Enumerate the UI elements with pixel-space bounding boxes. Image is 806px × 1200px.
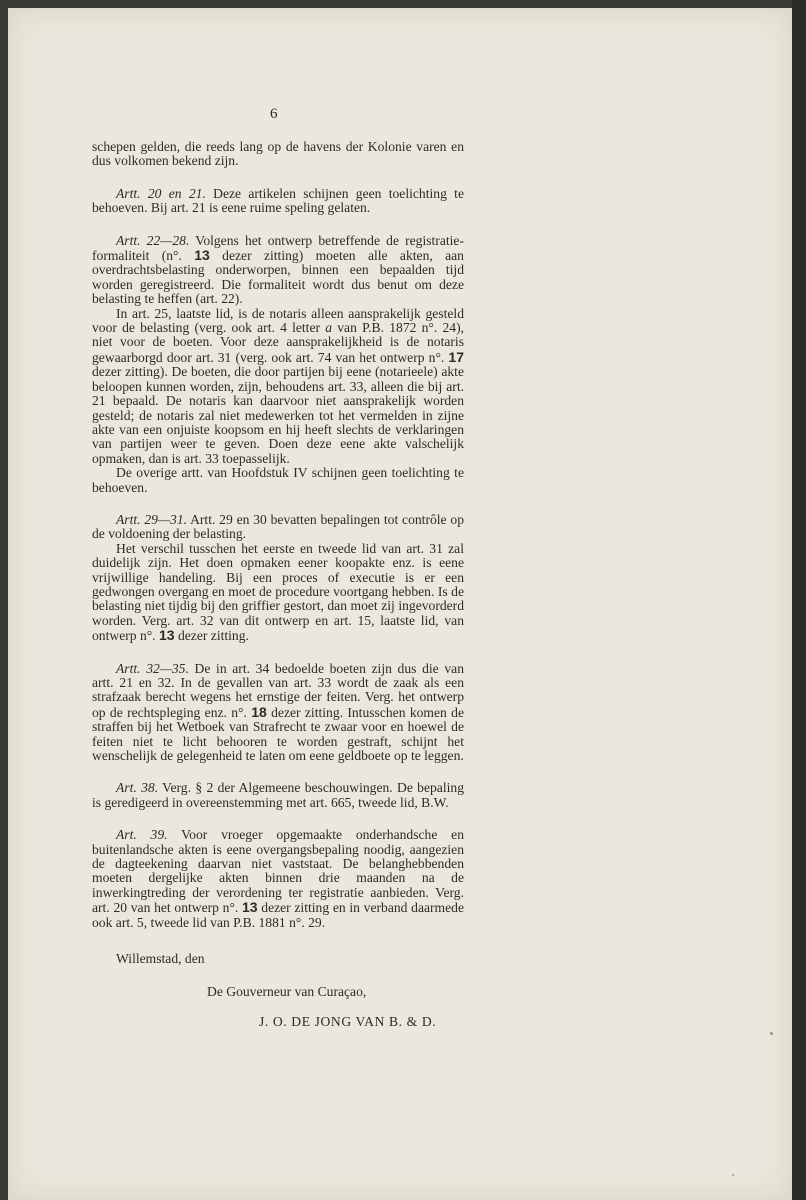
- paragraph-text: dezer zitting). De boeten, die door partijen bij eene (notarieele) akte beloopen kunnen worden, zijn, behoudens art. 33, alleen die bij art. 21 bepaald. De notaris kan daarvoor niet aansprakelijk worden gesteld; de notaris zal niet medewerken tot het vermelden in zijne akte van een onjuiste koopsom en hij heeft slechts de verklaringen van partijen weer te geven. Doen deze eene akte valschelijk opmaken, dan is art. 33 toepasselijk.: [92, 364, 464, 466]
- paragraph-artt-29-31: [92, 513, 464, 542]
- paragraph-text: dezer zitting en in verband daarmede ook art. 5, tweede lid van P.B. 1881 n°. 29.: [92, 900, 464, 930]
- paragraph-text: Voor vroeger opgemaakte onderhandsche en buitenlandsche akten is eene overgangsbepaling noodig, aangezien de dagteekening daarvan niet vaststaat. De belanghebbenden moeten dergelijke akten binnen drie maanden na de inwerkingtreding der verordening ter registratie aanbieden. Verg. art. 20 van het ontwerp n°.: [92, 827, 464, 916]
- paper-speck: [770, 1032, 773, 1035]
- paragraph-text: De overige artt. van Hoofdstuk IV schijnen geen toelichting te behoeven.: [92, 465, 464, 495]
- paragraph-text: schepen gelden, die reeds lang op de havens der Kolonie varen en dus volkomen bekend zijn.: [92, 139, 464, 169]
- signature-name: J. O. DE JONG VAN B. & D.: [259, 1013, 437, 1029]
- reference-number: 18: [251, 703, 267, 720]
- paragraph-art-38: [92, 781, 464, 810]
- reference-number: 13: [158, 627, 175, 644]
- paragraph-text: van P.B. 1872 n°. 24), niet voor de boeten. Voor deze aansprakelijkheid is de notaris gewaarborgd door art. 31 (verg. ook art. 74 van het ontwerp n°.: [92, 320, 464, 365]
- paragraph-text: De in art. 34 bedoelde boeten zijn dus die van artt. 21 en 32. In de gevallen van art. 33 wordt de zaak als een strafzaak berecht wegens het ernstige der feiten. Verg. het ontwerp op de rechtspleging enz. n°.: [92, 660, 464, 720]
- body-text: [92, 140, 464, 1029]
- article-heading: Artt. 32—35.: [116, 660, 189, 676]
- article-heading: Art. 39.: [116, 827, 168, 843]
- reference-number: 13: [194, 247, 210, 264]
- reference-number: 13: [241, 899, 258, 916]
- paper-speck: [732, 1174, 734, 1176]
- paragraph-art-25: [92, 307, 464, 466]
- paragraph-artt-20-21: [92, 187, 464, 216]
- paragraph-verschil: [92, 542, 464, 644]
- article-heading: Artt. 22—28.: [116, 232, 190, 248]
- paragraph-art-39: [92, 828, 464, 930]
- document-page: [8, 8, 792, 1200]
- signature-place: Willemstad, den: [116, 951, 205, 967]
- paragraph-text: dezer zitting. Intusschen komen de straffen bij het Wetboek van Strafrecht te zwaar voor en hoewel de feiten niet te licht behooren te worden gestraft, schijnt het wenschelijk de gelegenheid te laten om eene geldboete op te leggen.: [92, 704, 464, 764]
- italic-letter: a: [325, 320, 333, 336]
- signature-title: De Gouverneur van Curaçao,: [207, 983, 367, 999]
- paragraph-text: Artt. 29 en 30 bevatten bepalingen tot contrôle op de voldoening der belasting.: [92, 511, 464, 542]
- page-number: 6: [270, 106, 278, 122]
- scan-edge: [792, 0, 806, 1200]
- paragraph-schepen: [92, 140, 464, 169]
- reference-number: 17: [448, 348, 464, 365]
- paragraph-text: Volgens het ontwerp betreffende de registratie-formaliteit (n°.: [92, 232, 464, 264]
- paragraph-overige: [92, 466, 464, 495]
- article-heading: Artt. 20 en 21.: [116, 185, 206, 201]
- paragraph-artt-22-28: [92, 234, 464, 307]
- paragraph-text: Verg. § 2 der Algemeene beschouwingen. De bepaling is geredigeerd in overeenstemming met art. 665, tweede lid, B.W.: [92, 780, 464, 810]
- paragraph-text: dezer zitting) moeten alle akten, aan overdrachtsbelasting onderworpen, binnen een bepaalden tijd worden geregistreerd. Die formaliteit wordt dus benut om deze belasting te heffen (art. 22).: [92, 248, 464, 307]
- paragraph-artt-32-35: [92, 662, 464, 764]
- paragraph-text: dezer zitting.: [174, 628, 249, 644]
- paragraph-text: Het verschil tusschen het eerste en tweede lid van art. 31 zal duidelijk zijn. Het doen opmaken eener koopakte enz. is eene vrijwillige handeling. Bij een proces of executie is er een gedwongen overgang en moet de procedure voortgang hebben. Is de belasting niet tijdig bij den griffier gestort, dan moet zij ingevorderd worden. Verg. art. 32 van dit ontwerp en art. 15, laatste lid, van ontwerp n°.: [92, 540, 464, 644]
- article-heading: Artt. 29—31.: [116, 511, 188, 527]
- paragraph-text: Deze artikelen schijnen geen toelichting te behoeven. Bij art. 21 is eene ruime speling gelaten.: [92, 185, 464, 216]
- article-heading: Art. 38.: [116, 780, 159, 796]
- paragraph-text: In art. 25, laatste lid, is de notaris alleen aansprakelijk gesteld voor de belasting (verg. ook art. 4 letter: [92, 305, 464, 336]
